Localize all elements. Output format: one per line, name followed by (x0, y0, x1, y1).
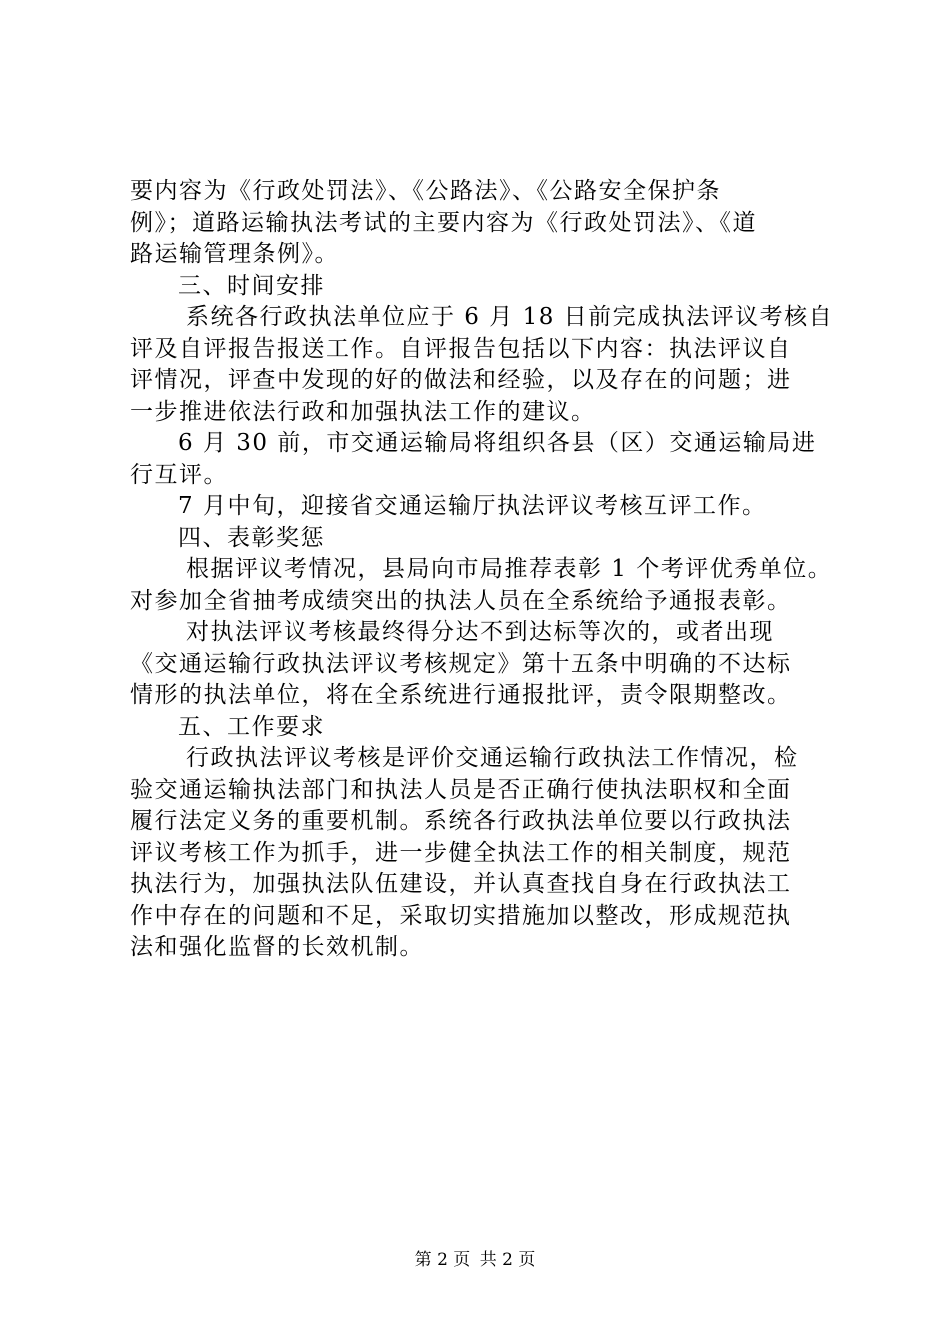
text-line: 系统各行政执法单位应于 6 月 18 日前完成执法评议考核自 (186, 304, 834, 330)
text-line: 情形的执法单位，将在全系统进行通报批评，责令限期整改。 (130, 682, 792, 708)
page-total: 共 2 页 (479, 1250, 536, 1270)
text-line: 履行法定义务的重要机制。系统各行政执法单位要以行政执法 (130, 808, 792, 834)
document-body (130, 176, 850, 964)
text-line: 7 月中旬，迎接省交通运输厅执法评议考核互评工作。 (178, 493, 767, 519)
text-line: 五、工作要求 (178, 713, 325, 740)
text-line: 三、时间安排 (178, 272, 325, 299)
text-line: 要内容为《行政处罚法》、《公路法》、《公路安全保护条 (130, 178, 721, 204)
text-line: 作中存在的问题和不足，采取切实措施加以整改，形成规范执 (130, 902, 792, 929)
text-line: 评情况，评查中发现的好的做法和经验，以及存在的问题；进 (130, 367, 792, 393)
text-line: 执法行为，加强执法队伍建设，并认真查找自身在行政执法工 (130, 871, 792, 897)
text-line: 路运输管理条例》。 (130, 241, 339, 267)
text-line: 一步推进依法行政和加强执法工作的建议。 (130, 398, 596, 425)
text-line: 评议考核工作为抓手，进一步健全执法工作的相关制度，规范 (130, 839, 792, 866)
page-number: 第 2 页 (414, 1250, 471, 1270)
text-line: 验交通运输执法部门和执法人员是否正确行使执法职权和全面 (130, 776, 792, 803)
text-line: 四、表彰奖惩 (178, 524, 325, 551)
text-line: 对参加全省抽考成绩突出的执法人员在全系统给予通报表彰。 (130, 587, 792, 614)
text-line: 法和强化监督的长效机制。 (130, 934, 424, 960)
text-line: 根据评议考情况，县局向市局推荐表彰 1 个考评优秀单位。 (186, 556, 833, 582)
text-line: 行互评。 (130, 461, 228, 488)
text-line: 对执法评议考核最终得分达不到达标等次的，或者出现 (186, 619, 774, 645)
text-line: 行政执法评议考核是评价交通运输行政执法工作情况，检 (186, 745, 799, 771)
text-line: 例》；道路运输执法考试的主要内容为《行政处罚法》、《道 (130, 209, 757, 236)
page-footer (0, 1245, 950, 1270)
text-line: 6 月 30 前，市交通运输局将组织各县（区）交通运输局进 (178, 430, 817, 456)
text-line: 评及自评报告报送工作。自评报告包括以下内容：执法评议自 (130, 335, 792, 362)
text-line: 《交通运输行政执法评议考核规定》第十五条中明确的不达标 (130, 650, 792, 677)
